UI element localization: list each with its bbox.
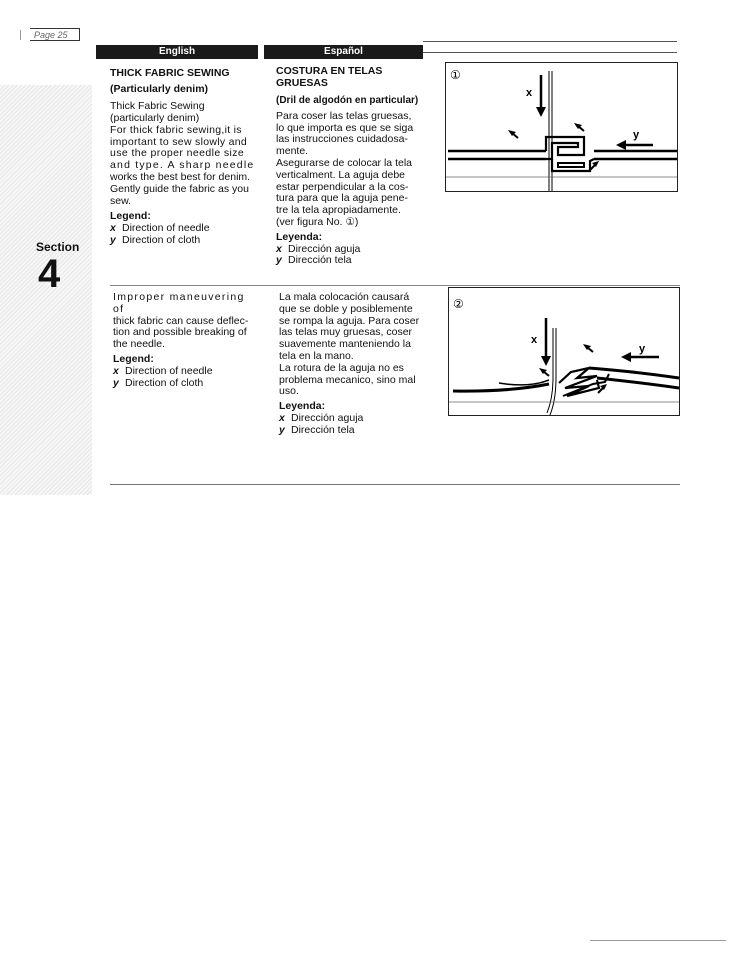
body-line: Para coser las telas gruesas,: [276, 109, 412, 122]
body-line: Asegurarse de colocar la tela: [276, 156, 412, 169]
fabric-layers: [453, 368, 679, 396]
body-line: important to sew slowly and: [110, 135, 248, 148]
legend-text: Direction of cloth: [122, 234, 201, 247]
legend-text: Direction of cloth: [125, 376, 204, 389]
legend-row: [276, 255, 428, 267]
block1-en-subtitle: (Particularly denim): [110, 82, 209, 95]
body-line: La mala colocación causará: [279, 291, 410, 303]
block1-es-subtitle: (Dril de algodón en particular): [276, 95, 419, 106]
body-line: uso.: [279, 385, 299, 398]
body-line: sew.: [110, 194, 132, 207]
legend-text: Dirección aguja: [291, 411, 364, 424]
figure-2-frame: [448, 287, 680, 416]
figure-2-x-label: x: [531, 334, 538, 346]
body-line: Thick Fabric Sewing: [110, 100, 205, 113]
body-line: La rotura de la aguja no es: [279, 361, 404, 374]
body-line: use the proper needle size: [110, 147, 245, 160]
figure-1-number: ①: [450, 68, 461, 82]
header-rule-lower: [423, 52, 677, 53]
body-line: (particularly denim): [110, 112, 200, 125]
legend-key: x: [110, 222, 116, 235]
cloth-direction-arrow: [616, 140, 653, 150]
body-line: tura para que la aguja pene-: [276, 192, 408, 205]
body-line: que se doble y posiblemente: [279, 302, 413, 315]
page-bottom-rule: [110, 484, 680, 485]
legend-row: [279, 425, 431, 437]
block1-en-title: THICK FABRIC SEWING: [110, 67, 230, 79]
legend-row: [110, 235, 260, 247]
legend-row: [113, 378, 260, 390]
body-line: and type. A sharp needle: [110, 159, 255, 172]
body-line: thick fabric can cause deflec-: [113, 314, 249, 327]
block2-en-legend-title: Legend:: [113, 352, 154, 365]
legend-text: Dirección aguja: [288, 242, 361, 255]
legend-text: Dirección tela: [288, 254, 352, 267]
block1-es-title-line2: GRUESAS: [276, 76, 328, 89]
legend-key: x: [113, 364, 119, 377]
body-line: (ver figura No. ①): [276, 215, 359, 228]
body-line: Improper maneuvering of: [113, 291, 245, 315]
body-line: lo que importa es que se siga: [276, 121, 414, 134]
page-footer-rule: [590, 940, 726, 941]
needle-shape: [549, 71, 552, 191]
block1-es-title-line1: COSTURA EN TELAS: [276, 65, 383, 77]
header-english: English: [158, 46, 196, 57]
block1-en-legend-title: Legend:: [110, 210, 151, 223]
block1-es-legend-title: Leyenda:: [276, 230, 323, 243]
header-espanol: Español: [324, 46, 363, 57]
body-line: se rompa la aguja. Para coser: [279, 314, 420, 327]
page-tab-tick: [20, 30, 21, 40]
legend-key: x: [276, 242, 282, 255]
body-line: tela en la mano.: [279, 349, 354, 362]
legend-text: Direction of needle: [122, 222, 210, 235]
block1-es-body: [276, 111, 428, 229]
block2-es-body: [279, 292, 431, 398]
legend-key: y: [279, 423, 285, 436]
body-line: verticalment. La aguja debe: [276, 168, 405, 181]
figure-2-illustration: [449, 288, 679, 415]
body-line: the needle.: [113, 338, 165, 351]
body-line: Gently guide the fabric as you: [110, 182, 249, 195]
figure-2-y-label: y: [639, 343, 646, 355]
block2-spanish-column: [279, 292, 431, 437]
block1-english-column: [110, 68, 260, 247]
body-line: For thick fabric sewing,it is: [110, 123, 242, 136]
needle-direction-arrow: [536, 75, 546, 117]
legend-text: Direction of needle: [125, 364, 213, 377]
section-label: Section: [36, 240, 80, 254]
page-number-tab: Page 25: [30, 28, 80, 41]
legend-key: y: [113, 376, 119, 389]
block2-english-column: [113, 292, 260, 389]
needle-direction-arrow: [541, 318, 551, 366]
figure-1-x-label: x: [526, 87, 533, 99]
body-line: problema mecanico, sino mal: [279, 373, 416, 386]
body-line: tre la tela apropiadamente.: [276, 204, 401, 217]
fabric-layers: [448, 137, 677, 171]
block1-spanish-column: [276, 66, 428, 267]
body-line: tion and possible breaking of: [113, 326, 247, 339]
legend-key: x: [279, 411, 285, 424]
header-rule: [423, 41, 677, 42]
block2-en-body: [113, 292, 260, 351]
legend-text: Dirección tela: [291, 423, 355, 436]
legend-key: y: [276, 254, 282, 267]
body-line: estar perpendicular a la cos-: [276, 180, 409, 193]
block1-en-body: [110, 101, 260, 207]
body-line: mente.: [276, 145, 309, 158]
figure-2-number: ②: [453, 297, 464, 311]
section-number: 4: [38, 252, 61, 296]
figure-1-illustration: [446, 63, 677, 191]
body-line: las instrucciones cuidadosa-: [276, 133, 408, 146]
legend-key: y: [110, 234, 116, 247]
figure-1-frame: [445, 62, 678, 192]
figure-1-y-label: y: [633, 129, 640, 141]
block2-es-legend-title: Leyenda:: [279, 400, 326, 413]
block-divider: [110, 285, 680, 286]
body-line: las telas muy gruesas, coser: [279, 326, 413, 339]
body-line: works the best best for denim.: [110, 171, 251, 184]
body-line: suavemente manteniendo la: [279, 338, 411, 351]
